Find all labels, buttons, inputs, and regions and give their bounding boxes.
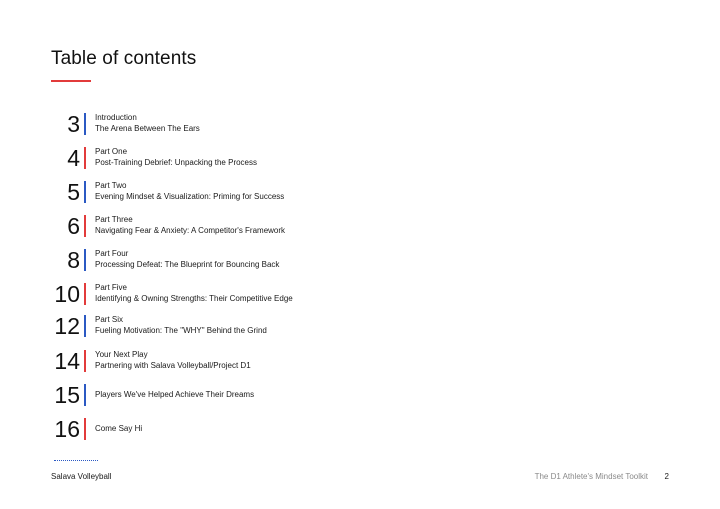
- toc-entry-part-six[interactable]: [0, 313, 420, 343]
- toc-text: [95, 113, 200, 134]
- toc-page-number: 4: [67, 145, 80, 171]
- footer-dotted-divider: [54, 460, 98, 461]
- toc-page-number: 8: [67, 247, 80, 273]
- toc-page-number: 10: [54, 281, 80, 307]
- toc-page-number: 16: [54, 416, 80, 442]
- toc-section-title: Players We've Helped Achieve Their Dreams: [95, 390, 255, 399]
- toc-entry-introduction[interactable]: [0, 111, 420, 141]
- toc-entry-part-four[interactable]: [0, 247, 420, 277]
- toc-text: [95, 315, 267, 336]
- page-title: Table of contents: [51, 48, 197, 69]
- toc-section-label: Part One: [95, 147, 128, 156]
- toc-entry-part-two[interactable]: [0, 179, 420, 209]
- toc-entry-part-five[interactable]: [0, 281, 420, 311]
- toc-entry-part-three[interactable]: [0, 213, 420, 243]
- toc-page-number: 3: [67, 111, 80, 137]
- toc-entry-come-say-hi[interactable]: [0, 416, 420, 446]
- toc-section-title: The Arena Between The Ears: [95, 123, 200, 133]
- toc-section-label: Part Four: [95, 249, 129, 258]
- toc-entry-players-helped[interactable]: [0, 382, 420, 412]
- toc-text: [95, 424, 142, 435]
- toc-section-label: Your Next Play: [95, 350, 148, 359]
- toc-section-title: Come Say Hi: [95, 424, 143, 433]
- toc-divider-bar: [84, 215, 86, 237]
- toc-divider-bar: [84, 350, 86, 372]
- toc-section-title: Processing Defeat: The Blueprint for Bouncing Back: [95, 259, 280, 269]
- toc-divider-bar: [84, 113, 86, 135]
- toc-section-label: Part Three: [95, 215, 133, 224]
- toc-section-title: Partnering with Salava Volleyball/Project D1: [95, 360, 251, 370]
- toc-divider-bar: [84, 418, 86, 440]
- toc-section-title: Fueling Motivation: The "WHY" Behind the Grind: [95, 325, 267, 335]
- toc-page-number: 14: [54, 348, 80, 374]
- toc-section-label: Part Six: [95, 315, 124, 324]
- toc-divider-bar: [84, 147, 86, 169]
- toc-divider-bar: [84, 315, 86, 337]
- toc-text: [95, 181, 284, 202]
- toc-entry-your-next-play[interactable]: [0, 348, 420, 378]
- toc-text: [95, 147, 257, 168]
- footer-brand: Salava Volleyball: [51, 472, 112, 481]
- toc-text: [95, 350, 251, 371]
- toc-section-title: Evening Mindset & Visualization: Priming for Success: [95, 191, 285, 201]
- toc-text: [95, 283, 293, 304]
- toc-text: [95, 390, 254, 401]
- toc-page-number: 12: [54, 313, 80, 339]
- toc-page-number: 6: [67, 213, 80, 239]
- toc-text: [95, 215, 285, 236]
- toc-page-number: 5: [67, 179, 80, 205]
- footer-document-title: The D1 Athlete's Mindset Toolkit: [534, 472, 648, 481]
- footer-page-number: 2: [664, 472, 669, 481]
- toc-divider-bar: [84, 384, 86, 406]
- toc-page-number: 15: [54, 382, 80, 408]
- toc-section-label: Part Five: [95, 283, 128, 292]
- toc-text: [95, 249, 279, 270]
- toc-section-title: Navigating Fear & Anxiety: A Competitor's Framework: [95, 225, 286, 235]
- toc-section-label: Introduction: [95, 113, 137, 122]
- toc-section-title: Identifying & Owning Strengths: Their Competitive Edge: [95, 293, 293, 303]
- toc-divider-bar: [84, 249, 86, 271]
- toc-section-label: Part Two: [95, 181, 127, 190]
- toc-divider-bar: [84, 181, 86, 203]
- toc-section-title: Post-Training Debrief: Unpacking the Process: [95, 157, 257, 167]
- toc-entry-part-one[interactable]: [0, 145, 420, 175]
- toc-divider-bar: [84, 283, 86, 305]
